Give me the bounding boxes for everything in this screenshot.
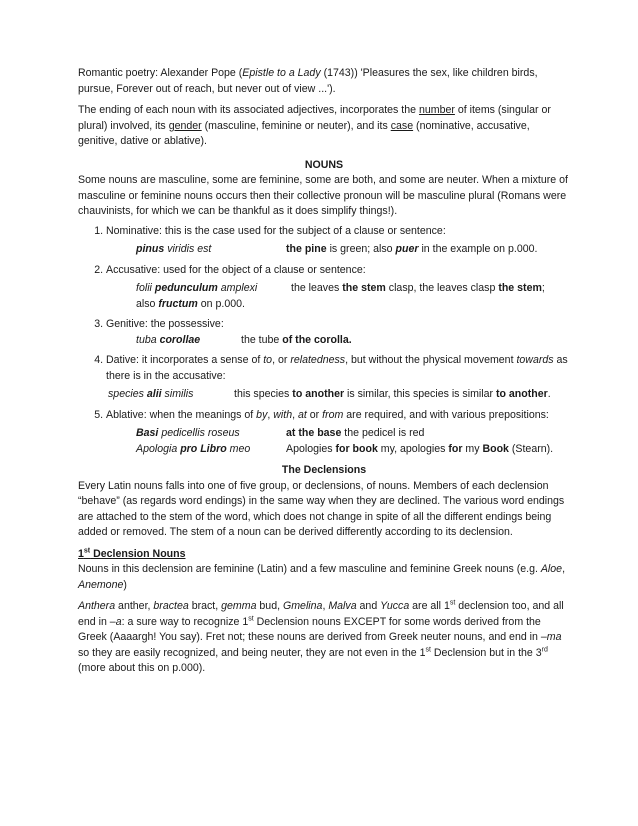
example-row: Apologia pro Libro meo Apologies for book my, apologies for my Book (Stearn). <box>136 442 554 455</box>
nouns-paragraph: Some nouns are masculine, some are feminine, some are both, and some are neuter. When a mixture of masculine or feminine nouns occurs then their collective pronoun will be masculine plural (Romans were chauvinists, for which we can be thankful as it does simplify things!). <box>78 174 568 217</box>
case-nominative: 1. Nominative: this is the case used for the subject of a clause or sentence: pinus viridis est the pine is green; also puer in the example on p.000. <box>106 224 570 258</box>
first-declension-heading: 1st Declension Nouns <box>78 546 186 560</box>
declensions-paragraph: Every Latin nouns falls into one of five group, or declensions, of nouns. Members of each declension “behave” (as regards word endings) in the same way when they are declined. The various word endings are attached to the stem of the word, which does not change in spite of all the different endings being added or removed. The stem of a noun can be derived differently according to its declension. <box>78 479 565 538</box>
example-row: species alii similis this species to another is similar, this species is similar to another. <box>108 388 551 400</box>
example-row: Basi pedicellis roseus at the base the pedicel is red <box>136 427 425 439</box>
example-row: pinus viridis est the pine is green; also puer in the example on p.000. <box>136 243 538 255</box>
cases-list <box>78 224 570 458</box>
example-row: folii pedunculum amplexi the leaves the stem clasp, the leaves clasp the stem; <box>136 282 545 294</box>
first-declension-paragraph-1: Nouns in this declension are feminine (Latin) and a few masculine and feminine Greek nouns (e.g. Aloe, Anemone) <box>78 563 566 591</box>
poem-title: Epistle to a Lady <box>242 67 321 79</box>
case-accusative: 2. Accusative: used for the object of a clause or sentence: folii pedunculum amplexi the leaves the stem clasp, the leaves clasp the stem; also fructum on p.000. <box>106 263 570 313</box>
intro-paragraph-2: The ending of each noun with its associated adjectives, incorporates the number of items (singular or plural) involved, its gender (masculine, feminine or neuter), and its case (nominative, accusative, genitive, dative or ablative). <box>78 104 551 147</box>
example-also: also fructum on p.000. <box>136 297 245 310</box>
case-genitive: 3. Genitive: the possessive: tuba corollae the tube of the corolla. <box>106 317 570 348</box>
case-ablative: 5. Ablative: when the meanings of by, with, at or from are required, and with various prepositions: Basi pedicellis roseus at the base the pedicel is red Apologia pro Libro meo Apologies for book my, apologies for my Book (Stearn). <box>106 408 570 458</box>
case-dative: 4. Dative: it incorporates a sense of to, or relatedness, but without the physical movement towards as there is in the accusative: species alii similis this species to another is similar, this species is similar to another. <box>106 353 570 403</box>
example-row: tuba corollae the tube of the corolla. <box>136 333 352 346</box>
nouns-heading: NOUNS <box>304 158 344 171</box>
first-declension-paragraph-2: Anthera anther, bractea bract, gemma bud, Gmelina, Malva and Yucca are all 1st declension too, and all end in –a: a sure way to recognize 1st Declension nouns EXCEPT for some words derived from the Greek (Aaaargh! You say). Fret not; these nouns are derived from Greek neuter nouns, and end in –ma so they are easily recognized, and being neuter, they are not even in the 1st Declension but in the 3rd (more about this on p.000). <box>78 599 564 674</box>
document-page <box>78 66 570 683</box>
intro-paragraph-1: Romantic poetry: Alexander Pope (Epistle to a Lady (1743)) 'Pleasures the sex, like children birds, pursue, Forever out of reach, but never out of view ...'). <box>78 67 538 95</box>
declensions-heading: The Declensions <box>281 464 367 476</box>
